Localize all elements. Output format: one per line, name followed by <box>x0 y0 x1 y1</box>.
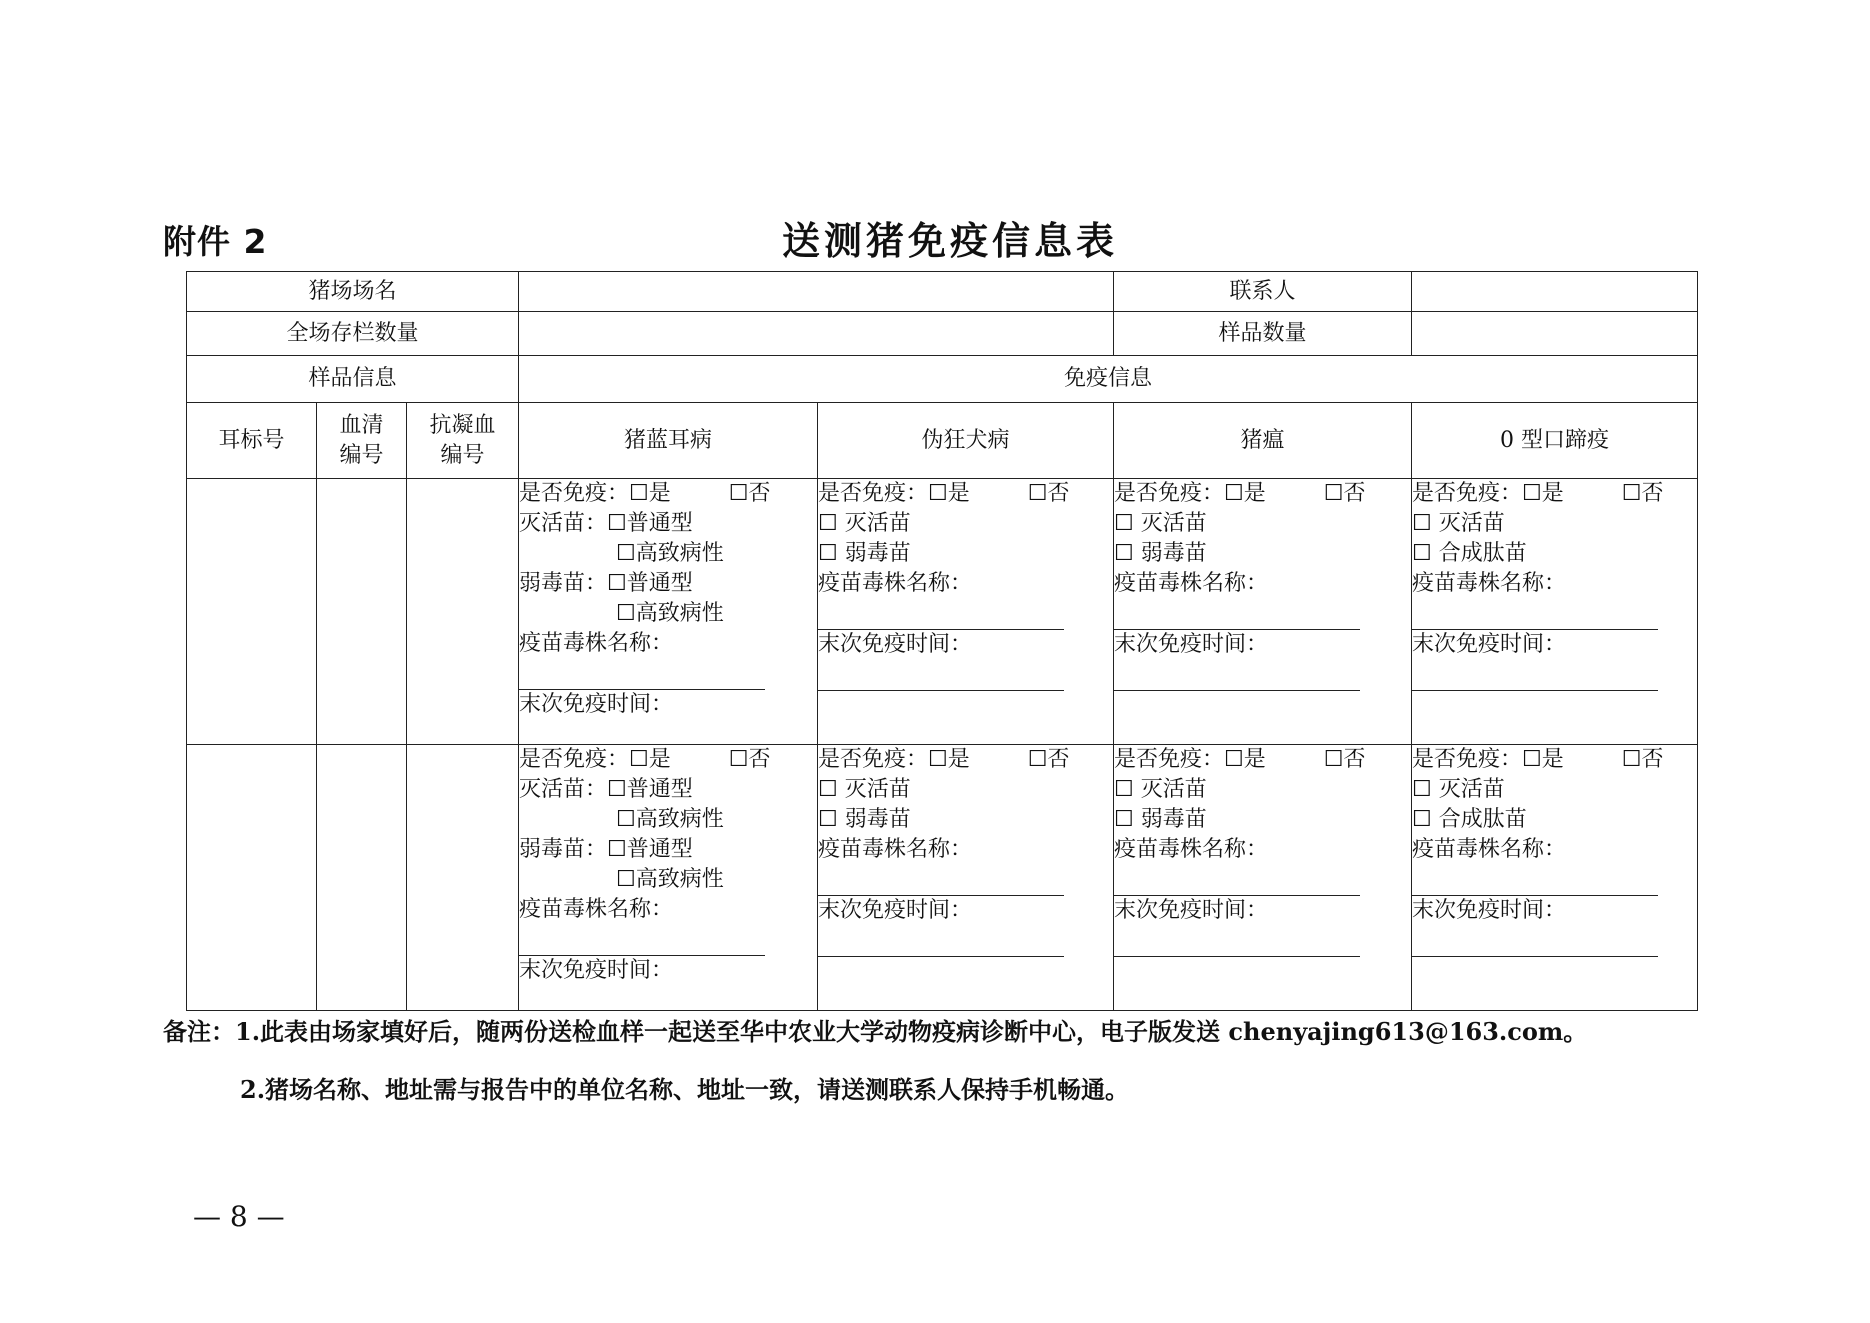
strain-name-label: 疫苗毒株名称： <box>519 631 674 656</box>
sample-info-header: 样品信息 <box>187 356 519 403</box>
yes-checkbox[interactable]: ☐是 <box>1224 747 1266 772</box>
inactivated-checkbox[interactable]: ☐ 灭活苗 <box>1114 511 1207 536</box>
strain-name-input[interactable] <box>1114 865 1360 896</box>
last-time-input[interactable] <box>818 660 1064 691</box>
serum-no-cell[interactable] <box>317 745 407 1011</box>
yes-checkbox[interactable]: ☐是 <box>928 747 970 772</box>
normal-type-checkbox[interactable]: ☐普通型 <box>607 511 693 536</box>
anticoag-no-cell[interactable] <box>407 479 519 745</box>
csf-header: 猪瘟 <box>1114 403 1412 479</box>
strain-name-label: 疫苗毒株名称： <box>818 837 973 862</box>
immune-info-table <box>186 271 1698 1011</box>
yes-checkbox[interactable]: ☐是 <box>928 481 970 506</box>
anticoag-no-header: 抗凝血 编号 <box>407 403 519 479</box>
last-time-input[interactable] <box>1114 926 1360 957</box>
note-1: 备注：1.此表由场家填好后，随两份送检血样一起送至华中农业大学动物疫病诊断中心，电子版发送 chenyajing613@163.com。 <box>163 1017 1588 1046</box>
csf-cell: 是否免疫：☐是 ☐否 ☐ 灭活苗 ☐ 弱毒苗 疫苗毒株名称： 末次免疫时间： <box>1114 745 1412 1011</box>
page-title: 送测猪免疫信息表 <box>781 218 1118 263</box>
sample-count-label: 样品数量 <box>1114 312 1412 356</box>
fmd-header: 0 型口蹄疫 <box>1412 403 1698 479</box>
prrs-cell: 是否免疫：☐是 ☐否 灭活苗：☐普通型 ☐高致病性 弱毒苗：☐普通型 ☐高致病性 疫苗毒株名称： 末次免疫时间： <box>519 479 818 745</box>
normal-type-checkbox[interactable]: ☐普通型 <box>607 571 693 596</box>
last-time-input[interactable] <box>818 926 1064 957</box>
inactivated-checkbox[interactable]: ☐ 灭活苗 <box>818 511 911 536</box>
yes-checkbox[interactable]: ☐是 <box>1522 481 1564 506</box>
immune-info-header: 免疫信息 <box>519 356 1698 403</box>
page-number: — 8 — <box>193 1200 285 1233</box>
farm-name-field[interactable] <box>519 272 1114 312</box>
strain-name-input[interactable] <box>1412 599 1658 630</box>
strain-name-input[interactable] <box>818 865 1064 896</box>
attenuated-checkbox[interactable]: ☐ 弱毒苗 <box>818 541 911 566</box>
pr-header: 伪狂犬病 <box>818 403 1114 479</box>
ear-tag-cell[interactable] <box>187 479 317 745</box>
note-2: 2.猪场名称、地址需与报告中的单位名称、地址一致，请送测联系人保持手机畅通。 <box>240 1075 1130 1104</box>
anticoag-no-cell[interactable] <box>407 745 519 1011</box>
peptide-checkbox[interactable]: ☐ 合成肽苗 <box>1412 807 1527 832</box>
fmd-cell: 是否免疫：☐是 ☐否 ☐ 灭活苗 ☐ 合成肽苗 疫苗毒株名称： 末次免疫时间： <box>1412 745 1698 1011</box>
strain-name-input[interactable] <box>1412 865 1658 896</box>
attenuated-checkbox[interactable]: ☐ 弱毒苗 <box>1114 807 1207 832</box>
yes-checkbox[interactable]: ☐是 <box>629 747 671 772</box>
yes-checkbox[interactable]: ☐是 <box>1522 747 1564 772</box>
serum-no-header: 血清 编号 <box>317 403 407 479</box>
inactivated-checkbox[interactable]: ☐ 灭活苗 <box>1114 777 1207 802</box>
no-checkbox[interactable]: ☐否 <box>1027 747 1070 772</box>
high-path-checkbox[interactable]: ☐高致病性 <box>616 541 724 566</box>
yes-checkbox[interactable]: ☐是 <box>629 481 671 506</box>
no-checkbox[interactable]: ☐否 <box>1323 747 1366 772</box>
inactivated-checkbox[interactable]: ☐ 灭活苗 <box>1412 777 1505 802</box>
pr-cell: 是否免疫：☐是 ☐否 ☐ 灭活苗 ☐ 弱毒苗 疫苗毒株名称： 末次免疫时间： <box>818 745 1114 1011</box>
strain-name-input[interactable] <box>818 599 1064 630</box>
table-row <box>187 479 1698 745</box>
last-time-label: 末次免疫时间： <box>519 958 674 983</box>
last-time-input[interactable] <box>1114 660 1360 691</box>
serum-no-cell[interactable] <box>317 479 407 745</box>
contact-label: 联系人 <box>1114 272 1412 312</box>
high-path-checkbox[interactable]: ☐高致病性 <box>616 807 724 832</box>
strain-name-label: 疫苗毒株名称： <box>1114 571 1269 596</box>
pr-cell: 是否免疫：☐是 ☐否 ☐ 灭活苗 ☐ 弱毒苗 疫苗毒株名称： 末次免疫时间： <box>818 479 1114 745</box>
normal-type-checkbox[interactable]: ☐普通型 <box>607 837 693 862</box>
csf-cell: 是否免疫：☐是 ☐否 ☐ 灭活苗 ☐ 弱毒苗 疫苗毒株名称： 末次免疫时间： <box>1114 479 1412 745</box>
stock-count-label: 全场存栏数量 <box>187 312 519 356</box>
strain-name-label: 疫苗毒株名称： <box>1412 837 1567 862</box>
no-checkbox[interactable]: ☐否 <box>1323 481 1366 506</box>
table-row <box>187 745 1698 1011</box>
strain-name-label: 疫苗毒株名称： <box>1412 571 1567 596</box>
yes-checkbox[interactable]: ☐是 <box>1224 481 1266 506</box>
normal-type-checkbox[interactable]: ☐普通型 <box>607 777 693 802</box>
no-checkbox[interactable]: ☐否 <box>1621 747 1664 772</box>
fmd-cell: 是否免疫：☐是 ☐否 ☐ 灭活苗 ☐ 合成肽苗 疫苗毒株名称： 末次免疫时间： <box>1412 479 1698 745</box>
last-time-label: 末次免疫时间： <box>1114 632 1269 657</box>
last-time-label: 末次免疫时间： <box>1114 898 1269 923</box>
no-checkbox[interactable]: ☐否 <box>728 481 771 506</box>
stock-count-field[interactable] <box>519 312 1114 356</box>
attenuated-checkbox[interactable]: ☐ 弱毒苗 <box>1114 541 1207 566</box>
attenuated-checkbox[interactable]: ☐ 弱毒苗 <box>818 807 911 832</box>
last-time-label: 末次免疫时间： <box>1412 632 1567 657</box>
ear-tag-cell[interactable] <box>187 745 317 1011</box>
strain-name-input[interactable] <box>519 925 765 956</box>
attachment-label: 附件 2 <box>163 222 268 261</box>
last-time-label: 末次免疫时间： <box>818 632 973 657</box>
strain-name-input[interactable] <box>519 659 765 690</box>
sample-count-field[interactable] <box>1412 312 1698 356</box>
strain-name-label: 疫苗毒株名称： <box>519 897 674 922</box>
inactivated-checkbox[interactable]: ☐ 灭活苗 <box>818 777 911 802</box>
prrs-header: 猪蓝耳病 <box>519 403 818 479</box>
high-path-checkbox[interactable]: ☐高致病性 <box>616 601 724 626</box>
strain-name-input[interactable] <box>1114 599 1360 630</box>
last-time-input[interactable] <box>1412 926 1658 957</box>
last-time-label: 末次免疫时间： <box>1412 898 1567 923</box>
inactivated-checkbox[interactable]: ☐ 灭活苗 <box>1412 511 1505 536</box>
ear-tag-header: 耳标号 <box>187 403 317 479</box>
strain-name-label: 疫苗毒株名称： <box>1114 837 1269 862</box>
no-checkbox[interactable]: ☐否 <box>1027 481 1070 506</box>
peptide-checkbox[interactable]: ☐ 合成肽苗 <box>1412 541 1527 566</box>
high-path-checkbox[interactable]: ☐高致病性 <box>616 867 724 892</box>
last-time-label: 末次免疫时间： <box>519 692 674 717</box>
last-time-label: 末次免疫时间： <box>818 898 973 923</box>
last-time-input[interactable] <box>1412 660 1658 691</box>
prrs-cell: 是否免疫：☐是 ☐否 灭活苗：☐普通型 ☐高致病性 弱毒苗：☐普通型 ☐高致病性 疫苗毒株名称： 末次免疫时间： <box>519 745 818 1011</box>
farm-name-label: 猪场场名 <box>187 272 519 312</box>
no-checkbox[interactable]: ☐否 <box>728 747 771 772</box>
contact-field[interactable] <box>1412 272 1698 312</box>
no-checkbox[interactable]: ☐否 <box>1621 481 1664 506</box>
strain-name-label: 疫苗毒株名称： <box>818 571 973 596</box>
